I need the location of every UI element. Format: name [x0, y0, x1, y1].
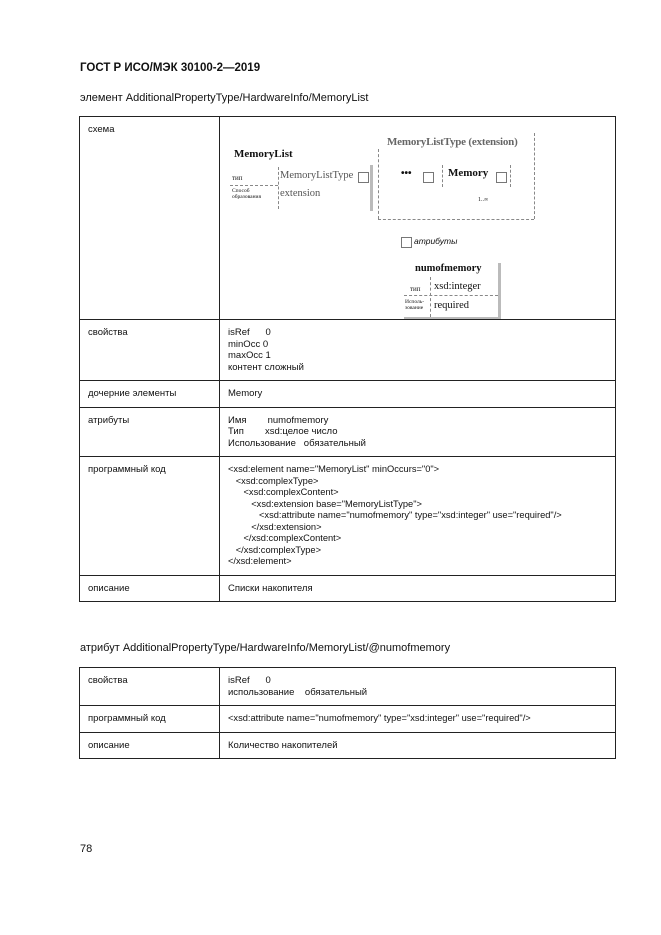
attr-properties-row: [80, 668, 616, 706]
code-value: [220, 457, 616, 576]
properties-label: свойства: [80, 320, 220, 381]
attributes-group-label: атрибуты: [414, 236, 458, 246]
attr-code-row: [80, 706, 616, 733]
property-isref: isRef 0: [228, 327, 271, 338]
attributes-label: атрибуты: [80, 407, 220, 457]
children-label: дочерние элементы: [80, 381, 220, 408]
attr-use-value: required: [434, 300, 469, 311]
attr-property-use: использование обязательный: [228, 686, 368, 698]
properties-row: [80, 320, 616, 381]
schema-method-label: Способ образования: [232, 188, 262, 200]
attr-property-isref: isRef 0: [228, 675, 271, 686]
code-line: <xsd:extension base="MemoryListType">: [228, 498, 422, 509]
schema-method-value: extension: [280, 188, 321, 199]
attr-box-shadow: [498, 263, 501, 319]
attr-description-row: [80, 732, 616, 759]
attr-properties-label: свойства: [80, 668, 220, 706]
code-line: <xsd:attribute name="numofmemory" type="xsd:integer" use="required"/>: [228, 510, 562, 520]
code-line: </xsd:element>: [228, 556, 292, 566]
attributes-row: [80, 407, 616, 457]
code-line: <xsd:complexType>: [228, 475, 319, 486]
attr-code-value: <xsd:attribute name="numofmemory" type="xsd:integer" use="required"/>: [220, 706, 616, 733]
code-label: программный код: [80, 457, 220, 576]
attr-description-value: Количество накопителей: [220, 732, 616, 759]
element-table: [79, 116, 616, 602]
code-line: </xsd:complexType>: [228, 544, 322, 555]
schema-divider: [278, 167, 279, 209]
description-label: описание: [80, 575, 220, 602]
attribute-name-row: Имя numofmemory: [228, 414, 329, 426]
attr-use-label: Исполь-зование: [405, 299, 425, 311]
extension-border-right: [534, 133, 535, 219]
property-content: контент сложный: [228, 361, 304, 373]
code-line: <xsd:complexContent>: [228, 487, 339, 497]
child-element-name: Memory: [448, 167, 489, 179]
attr-divider-h: [404, 295, 498, 296]
attr-divider: [430, 277, 431, 317]
extension-border-left: [378, 149, 379, 219]
attribute-type-row: Тип xsd:целое число: [228, 426, 338, 437]
code-line: <xsd:element name="MemoryList" minOccurs="0">: [228, 464, 440, 474]
code-row: [80, 457, 616, 576]
extension-title: MemoryListType (extension): [387, 136, 518, 148]
schema-divider-h: [230, 185, 278, 186]
schema-type-label: тип: [232, 174, 243, 182]
page-number: 78: [80, 843, 93, 855]
box-shadow: [370, 165, 373, 211]
attribute-use-row: Использование обязательный: [228, 437, 366, 449]
description-row: [80, 575, 616, 602]
attr-description-label: описание: [80, 732, 220, 759]
code-line: </xsd:complexContent>: [228, 533, 342, 543]
element-caption: элемент AdditionalPropertyType/HardwareInfo/MemoryList: [80, 92, 369, 104]
type-box-icon: [358, 172, 369, 183]
schema-row: [80, 117, 616, 320]
child-box-icon: [496, 172, 507, 183]
schema-type-value: MemoryListType: [280, 170, 354, 181]
property-maxocc: maxOcc 1: [228, 350, 271, 361]
attr-code-label: программный код: [80, 706, 220, 733]
attr-type-value: xsd:integer: [434, 281, 481, 292]
properties-value: [220, 320, 616, 381]
sequence-icon: •••: [401, 168, 412, 179]
child-border-left: [442, 165, 443, 187]
child-occurs: 1..∞: [478, 197, 489, 203]
attribute-name: numofmemory: [415, 263, 482, 274]
extension-border-bottom: [378, 219, 534, 220]
children-value: Memory: [220, 381, 616, 408]
schema-element-name: MemoryList: [234, 148, 293, 160]
attr-type-label: тип: [410, 285, 421, 293]
children-row: [80, 381, 616, 408]
attribute-table: [79, 667, 616, 759]
child-border-right: [510, 165, 511, 187]
property-minocc: minOcc 0: [228, 338, 269, 350]
sequence-box-icon: [423, 172, 434, 183]
attr-properties-value: [220, 668, 616, 706]
schema-diagram: [220, 117, 616, 320]
attributes-box-icon: [401, 237, 412, 248]
attribute-caption: атрибут AdditionalPropertyType/HardwareInfo/MemoryList/@numofmemory: [80, 642, 451, 654]
standard-title: ГОСТ Р ИСО/МЭК 30100-2—2019: [80, 62, 261, 74]
code-line: </xsd:extension>: [228, 521, 322, 532]
description-value: Списки накопителя: [220, 575, 616, 602]
attributes-value: [220, 407, 616, 457]
attr-box-shadow-bottom: [404, 317, 501, 319]
schema-label: схема: [80, 117, 220, 320]
